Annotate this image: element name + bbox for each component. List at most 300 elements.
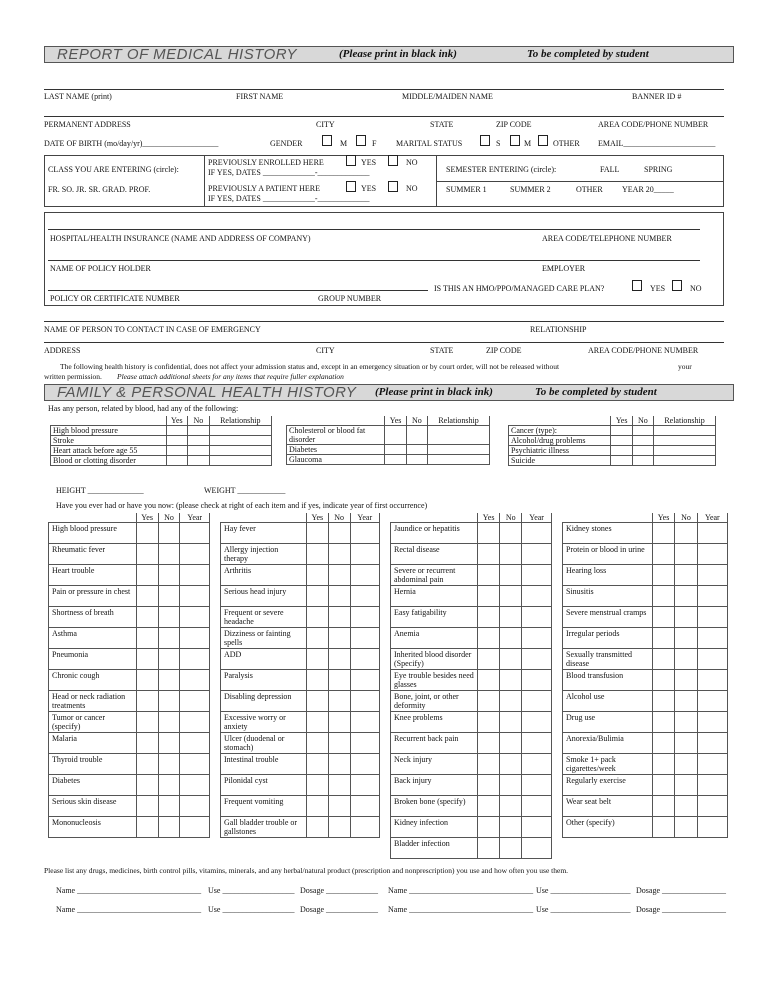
history-yes-cell[interactable] — [652, 775, 675, 796]
family-no-cell[interactable] — [632, 456, 653, 466]
history-year-cell[interactable] — [180, 670, 210, 691]
marital-other-checkbox[interactable] — [538, 135, 548, 146]
history-yes-cell[interactable] — [136, 670, 158, 691]
history-no-cell[interactable] — [328, 565, 350, 586]
history-yes-cell[interactable] — [306, 796, 328, 817]
history-year-cell[interactable] — [350, 691, 379, 712]
history-no-cell[interactable] — [500, 817, 522, 838]
history-year-cell[interactable] — [350, 628, 379, 649]
history-yes-cell[interactable] — [652, 733, 675, 754]
history-no-cell[interactable] — [158, 544, 180, 565]
family-relationship-cell[interactable] — [428, 426, 490, 445]
history-yes-cell[interactable] — [136, 586, 158, 607]
family-relationship-cell[interactable] — [209, 446, 271, 456]
history-yes-cell[interactable] — [652, 754, 675, 775]
history-no-cell[interactable] — [328, 670, 350, 691]
history-no-cell[interactable] — [500, 838, 522, 859]
history-yes-cell[interactable] — [136, 775, 158, 796]
history-yes-cell[interactable] — [136, 607, 158, 628]
history-yes-cell[interactable] — [306, 649, 328, 670]
history-yes-cell[interactable] — [652, 670, 675, 691]
history-yes-cell[interactable] — [478, 544, 500, 565]
history-yes-cell[interactable] — [306, 670, 328, 691]
history-yes-cell[interactable] — [652, 565, 675, 586]
history-row — [563, 817, 728, 838]
history-yes-cell[interactable] — [652, 649, 675, 670]
family-no-cell[interactable] — [188, 426, 209, 436]
history-yes-cell[interactable] — [306, 586, 328, 607]
policy-holder-line[interactable] — [48, 260, 700, 261]
col-yes: Yes — [385, 416, 406, 426]
history-no-cell[interactable] — [328, 691, 350, 712]
history-year-cell[interactable] — [350, 754, 379, 775]
dob-label[interactable]: DATE OF BIRTH (mo/day/yr)___________________ — [44, 139, 219, 148]
history-yes-cell[interactable] — [478, 754, 500, 775]
history-year-cell[interactable] — [697, 628, 727, 649]
history-yes-cell[interactable] — [652, 586, 675, 607]
history-yes-cell[interactable] — [652, 817, 675, 838]
history-no-cell[interactable] — [158, 670, 180, 691]
history-condition-label: Tumor or cancer (specify) — [49, 712, 137, 733]
col-year: Year — [350, 513, 379, 523]
semester-year[interactable]: YEAR 20_____ — [622, 185, 674, 194]
history-no-cell[interactable] — [158, 712, 180, 733]
history-condition-label: Heart trouble — [49, 565, 137, 586]
family-relationship-cell[interactable] — [654, 436, 716, 446]
history-no-cell[interactable] — [158, 586, 180, 607]
family-yes-cell[interactable] — [166, 456, 187, 466]
history-year-cell[interactable] — [697, 544, 727, 565]
history-no-cell[interactable] — [675, 733, 697, 754]
history-no-cell[interactable] — [328, 607, 350, 628]
history-yes-cell[interactable] — [478, 817, 500, 838]
family-yes-cell[interactable] — [385, 445, 406, 455]
prev-patient-yes-checkbox[interactable] — [346, 181, 356, 192]
hmo-yes-checkbox[interactable] — [632, 280, 642, 291]
history-row — [391, 523, 552, 544]
family-table-2 — [286, 416, 490, 465]
family-no-cell[interactable] — [406, 455, 427, 465]
family-no-cell[interactable] — [188, 436, 209, 446]
history-no-cell[interactable] — [500, 565, 522, 586]
history-yes-cell[interactable] — [478, 670, 500, 691]
history-year-cell[interactable] — [522, 712, 552, 733]
history-yes-cell[interactable] — [136, 544, 158, 565]
prev-patient-no-label: NO — [406, 184, 418, 193]
history-year-cell[interactable] — [697, 670, 727, 691]
family-yes-cell[interactable] — [385, 455, 406, 465]
history-yes-cell[interactable] — [306, 565, 328, 586]
history-yes-cell[interactable] — [478, 775, 500, 796]
prev-patient-no-checkbox[interactable] — [388, 181, 398, 192]
history-year-cell[interactable] — [350, 775, 379, 796]
history-row — [391, 691, 552, 712]
history-yes-cell[interactable] — [478, 565, 500, 586]
emergency-address-line[interactable] — [44, 342, 724, 343]
history-yes-cell[interactable] — [136, 733, 158, 754]
history-yes-cell[interactable] — [136, 523, 158, 544]
history-yes-cell[interactable] — [478, 586, 500, 607]
history-year-cell[interactable] — [697, 712, 727, 733]
class-options[interactable]: FR. SO. JR. SR. GRAD. PROF. — [48, 185, 151, 194]
history-yes-cell[interactable] — [478, 838, 500, 859]
history-no-cell[interactable] — [500, 670, 522, 691]
col-no: No — [500, 513, 522, 523]
semester-spring[interactable]: SPRING — [644, 165, 673, 174]
med-dosage-4[interactable]: Dosage ________________ — [636, 905, 726, 914]
family-relationship-cell[interactable] — [209, 426, 271, 436]
history-year-cell[interactable] — [697, 523, 727, 544]
policy-number-line[interactable] — [48, 290, 428, 291]
history-year-cell[interactable] — [522, 607, 552, 628]
history-row — [563, 628, 728, 649]
history-row — [563, 523, 728, 544]
history-yes-cell[interactable] — [136, 754, 158, 775]
history-year-cell[interactable] — [697, 649, 727, 670]
history-yes-cell[interactable] — [478, 733, 500, 754]
history-condition-label: Pilonidal cyst — [221, 775, 307, 796]
history-no-cell[interactable] — [158, 649, 180, 670]
history-yes-cell[interactable] — [306, 607, 328, 628]
semester-fall[interactable]: FALL — [600, 165, 620, 174]
history-year-cell[interactable] — [697, 733, 727, 754]
family-relationship-cell[interactable] — [654, 446, 716, 456]
history-year-cell[interactable] — [697, 796, 727, 817]
history-year-cell[interactable] — [697, 817, 727, 838]
history-yes-cell[interactable] — [652, 544, 675, 565]
history-year-cell[interactable] — [522, 586, 552, 607]
history-no-cell[interactable] — [675, 628, 697, 649]
gender-f-checkbox[interactable] — [356, 135, 366, 146]
family-yes-cell[interactable] — [166, 446, 187, 456]
med-use-4[interactable]: Use ____________________ — [536, 905, 631, 914]
history-yes-cell[interactable] — [478, 523, 500, 544]
history-row — [391, 565, 552, 586]
history-year-cell[interactable] — [180, 586, 210, 607]
family-condition-label: High blood pressure — [51, 426, 167, 436]
gender-label: GENDER — [270, 139, 303, 148]
history-yes-cell[interactable] — [652, 796, 675, 817]
family-yes-cell[interactable] — [166, 426, 187, 436]
history-yes-cell[interactable] — [478, 712, 500, 733]
med-use-1[interactable]: Use __________________ — [208, 886, 295, 895]
family-relationship-cell[interactable] — [209, 456, 271, 466]
prev-patient-yes-label: YES — [361, 184, 377, 193]
med-dosage-3[interactable]: Dosage _____________ — [300, 905, 378, 914]
history-yes-cell[interactable] — [136, 649, 158, 670]
history-no-cell[interactable] — [675, 691, 697, 712]
history-year-cell[interactable] — [697, 754, 727, 775]
history-no-cell[interactable] — [675, 565, 697, 586]
family-condition-label: Diabetes — [287, 445, 385, 455]
history-yes-cell[interactable] — [306, 754, 328, 775]
family-yes-cell[interactable] — [611, 446, 632, 456]
history-yes-cell[interactable] — [652, 628, 675, 649]
history-no-cell[interactable] — [675, 712, 697, 733]
history-no-cell[interactable] — [328, 586, 350, 607]
history-yes-cell[interactable] — [478, 628, 500, 649]
height-field[interactable]: HEIGHT ______________ — [56, 486, 144, 495]
history-year-cell[interactable] — [697, 691, 727, 712]
family-no-cell[interactable] — [188, 446, 209, 456]
history-no-cell[interactable] — [500, 628, 522, 649]
med-dosage-2[interactable]: Dosage ________________ — [636, 886, 726, 895]
history-condition-label: Shortness of breath — [49, 607, 137, 628]
history-year-cell[interactable] — [180, 544, 210, 565]
history-yes-cell[interactable] — [306, 523, 328, 544]
family-yes-cell[interactable] — [611, 426, 632, 436]
history-no-cell[interactable] — [158, 754, 180, 775]
family-no-cell[interactable] — [188, 456, 209, 466]
history-year-cell[interactable] — [522, 775, 552, 796]
history-no-cell[interactable] — [158, 628, 180, 649]
history-no-cell[interactable] — [328, 712, 350, 733]
history-condition-label: Excessive worry or anxiety — [221, 712, 307, 733]
prev-enrolled-no-label: NO — [406, 158, 418, 167]
history-no-cell[interactable] — [328, 817, 350, 838]
history-row — [221, 670, 380, 691]
emergency-contact-line[interactable] — [44, 321, 724, 322]
med-name-1[interactable]: Name _______________________________ — [56, 886, 202, 895]
gender-m-checkbox[interactable] — [322, 135, 332, 146]
history-condition-label: Smoke 1+ pack cigarettes/week — [563, 754, 653, 775]
address-line[interactable] — [44, 116, 724, 117]
history-yes-cell[interactable] — [136, 817, 158, 838]
history-no-cell[interactable] — [675, 670, 697, 691]
history-yes-cell[interactable] — [478, 607, 500, 628]
history-yes-cell[interactable] — [306, 628, 328, 649]
history-year-cell[interactable] — [180, 733, 210, 754]
history-yes-cell[interactable] — [306, 817, 328, 838]
history-year-cell[interactable] — [522, 544, 552, 565]
history-yes-cell[interactable] — [652, 712, 675, 733]
history-no-cell[interactable] — [328, 649, 350, 670]
history-no-cell[interactable] — [328, 523, 350, 544]
history-no-cell[interactable] — [158, 523, 180, 544]
family-yes-cell[interactable] — [611, 436, 632, 446]
history-no-cell[interactable] — [675, 817, 697, 838]
history-yes-cell[interactable] — [136, 691, 158, 712]
history-no-cell[interactable] — [328, 544, 350, 565]
history-year-cell[interactable] — [522, 817, 552, 838]
confidential-note: The following health history is confidential, does not affect your admission status and, except in an emergency situation or by court order, will not be released without — [60, 362, 560, 371]
semester-label: SEMESTER ENTERING (circle): — [446, 165, 557, 174]
prev-enrolled-no-checkbox[interactable] — [388, 155, 398, 166]
history-no-cell[interactable] — [328, 754, 350, 775]
history-no-cell[interactable] — [675, 649, 697, 670]
history-no-cell[interactable] — [158, 796, 180, 817]
history-year-cell[interactable] — [522, 565, 552, 586]
marital-s-checkbox[interactable] — [480, 135, 490, 146]
history-yes-cell[interactable] — [306, 691, 328, 712]
col-year: Year — [180, 513, 210, 523]
history-year-cell[interactable] — [180, 607, 210, 628]
history-row — [49, 712, 210, 733]
med-use-3[interactable]: Use __________________ — [208, 905, 295, 914]
med-name-2[interactable]: Name _______________________________ — [388, 886, 534, 895]
history-year-cell[interactable] — [180, 523, 210, 544]
history-no-cell[interactable] — [675, 754, 697, 775]
history-year-cell[interactable] — [697, 775, 727, 796]
marital-m-checkbox[interactable] — [510, 135, 520, 146]
hmo-no-checkbox[interactable] — [672, 280, 682, 291]
history-year-cell[interactable] — [697, 586, 727, 607]
history-year-cell[interactable] — [522, 754, 552, 775]
history-year-cell[interactable] — [350, 817, 379, 838]
history-no-cell[interactable] — [500, 775, 522, 796]
history-no-cell[interactable] — [158, 691, 180, 712]
history-condition-label: Easy fatigability — [391, 607, 478, 628]
family-relationship-cell[interactable] — [654, 426, 716, 436]
history-year-cell[interactable] — [350, 523, 379, 544]
med-name-4[interactable]: Name _______________________________ — [388, 905, 534, 914]
history-year-cell[interactable] — [350, 733, 379, 754]
history-yes-cell[interactable] — [478, 796, 500, 817]
history-no-cell[interactable] — [158, 733, 180, 754]
history-year-cell[interactable] — [350, 607, 379, 628]
history-no-cell[interactable] — [328, 775, 350, 796]
history-row — [391, 586, 552, 607]
family-row — [509, 456, 716, 466]
history-year-cell[interactable] — [350, 796, 379, 817]
history-year-cell[interactable] — [350, 586, 379, 607]
history-year-cell[interactable] — [522, 628, 552, 649]
history-no-cell[interactable] — [500, 544, 522, 565]
history-year-cell[interactable] — [180, 817, 210, 838]
history-condition-label: Regularly exercise — [563, 775, 653, 796]
history-no-cell[interactable] — [500, 796, 522, 817]
prev-enrolled-yes-checkbox[interactable] — [346, 155, 356, 166]
history-year-cell[interactable] — [522, 649, 552, 670]
history-no-cell[interactable] — [500, 712, 522, 733]
family-no-cell[interactable] — [632, 426, 653, 436]
history-no-cell[interactable] — [500, 733, 522, 754]
history-yes-cell[interactable] — [136, 628, 158, 649]
history-year-cell[interactable] — [350, 670, 379, 691]
history-no-cell[interactable] — [500, 691, 522, 712]
history-year-cell[interactable] — [350, 712, 379, 733]
med-dosage-1[interactable]: Dosage _____________ — [300, 886, 378, 895]
history-year-cell[interactable] — [180, 754, 210, 775]
family-relationship-cell[interactable] — [654, 456, 716, 466]
family-no-cell[interactable] — [406, 426, 427, 445]
history-no-cell[interactable] — [158, 607, 180, 628]
history-yes-cell[interactable] — [652, 523, 675, 544]
family-no-cell[interactable] — [632, 446, 653, 456]
semester-summer2[interactable]: SUMMER 2 — [510, 185, 551, 194]
history-year-cell[interactable] — [697, 607, 727, 628]
group-number-label: GROUP NUMBER — [318, 294, 382, 303]
history-yes-cell[interactable] — [136, 712, 158, 733]
email-field[interactable]: EMAIL_______________________ — [598, 139, 716, 148]
history-condition-label: Head or neck radiation treatments — [49, 691, 137, 712]
history-year-cell[interactable] — [522, 691, 552, 712]
history-year-cell[interactable] — [522, 523, 552, 544]
history-yes-cell[interactable] — [652, 607, 675, 628]
history-year-cell[interactable] — [522, 796, 552, 817]
history-row — [221, 691, 380, 712]
history-no-cell[interactable] — [675, 586, 697, 607]
gender-f-label: F — [372, 139, 377, 148]
semester-summer1[interactable]: SUMMER 1 — [446, 185, 487, 194]
history-no-cell[interactable] — [328, 733, 350, 754]
history-yes-cell[interactable] — [306, 712, 328, 733]
history-row — [563, 733, 728, 754]
history-no-cell[interactable] — [500, 586, 522, 607]
history-no-cell[interactable] — [675, 544, 697, 565]
history-yes-cell[interactable] — [136, 565, 158, 586]
family-no-cell[interactable] — [632, 436, 653, 446]
history-no-cell[interactable] — [675, 523, 697, 544]
history-no-cell[interactable] — [500, 523, 522, 544]
med-name-3[interactable]: Name _______________________________ — [56, 905, 202, 914]
hospital-label: HOSPITAL/HEALTH INSURANCE (NAME AND ADDRESS OF COMPANY) — [50, 234, 311, 243]
history-no-cell[interactable] — [675, 775, 697, 796]
history-yes-cell[interactable] — [306, 544, 328, 565]
history-no-cell[interactable] — [158, 817, 180, 838]
family-yes-cell[interactable] — [166, 436, 187, 446]
history-row — [391, 775, 552, 796]
history-no-cell[interactable] — [158, 565, 180, 586]
history-year-cell[interactable] — [180, 649, 210, 670]
family-yes-cell[interactable] — [385, 426, 406, 445]
history-no-cell[interactable] — [328, 628, 350, 649]
history-row — [221, 544, 380, 565]
prev-enrolled-dates[interactable]: IF YES, DATES _____________-_____________ — [208, 168, 370, 177]
history-condition-label: Back injury — [391, 775, 478, 796]
history-yes-cell[interactable] — [306, 775, 328, 796]
history-year-cell[interactable] — [697, 565, 727, 586]
history-condition-label: Inherited blood disorder (Specify) — [391, 649, 478, 670]
history-year-cell[interactable] — [180, 628, 210, 649]
family-relationship-cell[interactable] — [428, 445, 490, 455]
family-no-cell[interactable] — [406, 445, 427, 455]
family-relationship-cell[interactable] — [209, 436, 271, 446]
history-year-cell[interactable] — [522, 733, 552, 754]
history-no-cell[interactable] — [675, 607, 697, 628]
history-year-cell[interactable] — [522, 838, 552, 859]
med-use-2[interactable]: Use ____________________ — [536, 886, 631, 895]
insurance-line[interactable] — [48, 229, 700, 230]
family-relationship-cell[interactable] — [428, 455, 490, 465]
history-no-cell[interactable] — [328, 796, 350, 817]
name-line[interactable] — [44, 89, 724, 90]
history-yes-cell[interactable] — [478, 649, 500, 670]
history-year-cell[interactable] — [350, 544, 379, 565]
history-yes-cell[interactable] — [652, 691, 675, 712]
history-no-cell[interactable] — [500, 607, 522, 628]
history-yes-cell[interactable] — [306, 733, 328, 754]
history-yes-cell[interactable] — [136, 796, 158, 817]
history-year-cell[interactable] — [180, 691, 210, 712]
history-year-cell[interactable] — [350, 565, 379, 586]
history-no-cell[interactable] — [500, 754, 522, 775]
weight-field[interactable]: WEIGHT ____________ — [204, 486, 286, 495]
history-year-cell[interactable] — [522, 670, 552, 691]
semester-other[interactable]: OTHER — [576, 185, 603, 194]
family-yes-cell[interactable] — [611, 456, 632, 466]
history-year-cell[interactable] — [180, 712, 210, 733]
history-year-cell[interactable] — [350, 649, 379, 670]
history-no-cell[interactable] — [675, 796, 697, 817]
history-year-cell[interactable] — [180, 775, 210, 796]
history-year-cell[interactable] — [180, 796, 210, 817]
prev-patient-dates[interactable]: IF YES, DATES _____________-_____________ — [208, 194, 370, 203]
history-yes-cell[interactable] — [478, 691, 500, 712]
history-year-cell[interactable] — [180, 565, 210, 586]
history-no-cell[interactable] — [500, 649, 522, 670]
history-no-cell[interactable] — [158, 775, 180, 796]
